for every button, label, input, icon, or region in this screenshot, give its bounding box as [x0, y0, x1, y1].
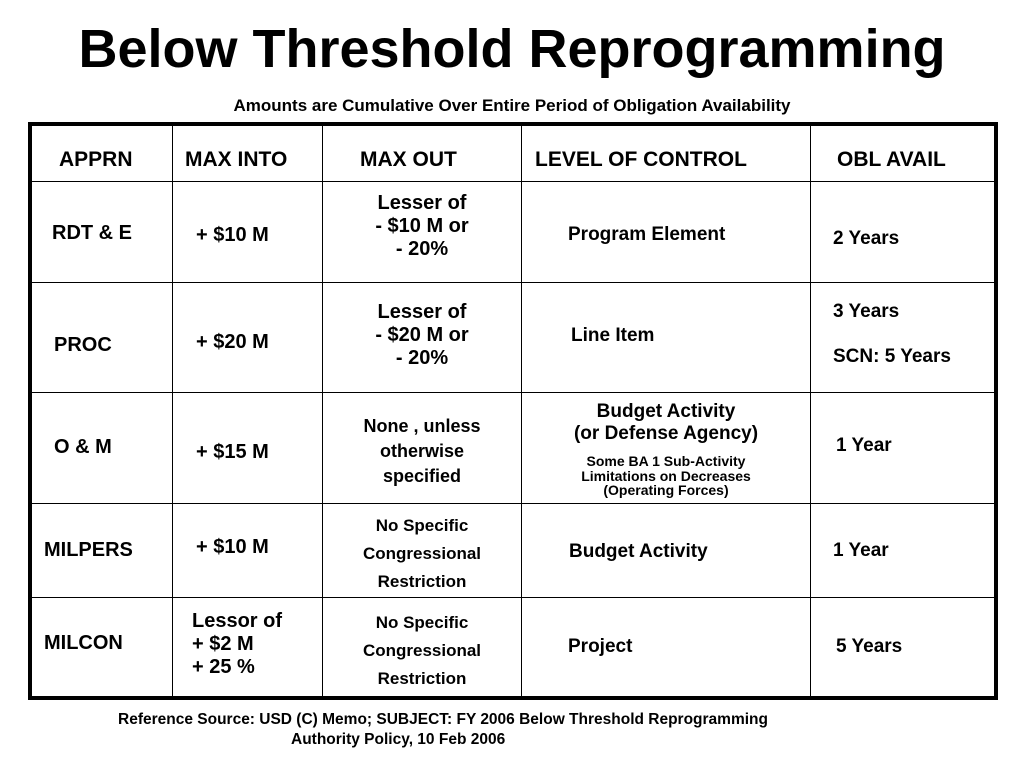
apprn-cell: MILPERS	[44, 539, 133, 561]
obl-cell: 1 Year	[833, 540, 889, 561]
row-divider	[32, 392, 994, 393]
max-out-cell: None , unless otherwise specified	[363, 416, 481, 486]
row-divider	[32, 597, 994, 598]
reference-source	[118, 710, 768, 750]
obl-cell-scn: SCN: 5 Years	[833, 346, 951, 367]
obl-cell: 1 Year	[836, 435, 892, 456]
max-out-cell: Lesser of - $20 M or - 20%	[375, 301, 469, 369]
max-out-cell: Lesser of - $10 M or - 20%	[375, 192, 469, 260]
max-into-cell: + $10 M	[196, 224, 269, 246]
obl-cell: 5 Years	[836, 636, 903, 657]
apprn-cell: O & M	[54, 436, 112, 458]
reference-line-1: Reference Source: USD (C) Memo; SUBJECT: FY 2006 Below Threshold Reprogramming	[118, 711, 768, 728]
level-cell: Program Element	[568, 224, 726, 245]
reprogramming-table	[28, 122, 998, 700]
obl-cell: 3 Years	[833, 301, 900, 322]
max-out-cell: No Specific Congressional Restriction	[362, 516, 482, 592]
max-into-cell: + $10 M	[196, 536, 269, 558]
header-max-into: MAX INTO	[185, 148, 288, 171]
max-into-cell: Lessor of + $2 M + 25 %	[192, 610, 283, 678]
level-note: Some BA 1 Sub-Activity Limitations on Decreases (Operating Forces)	[581, 453, 751, 499]
header-max-out: MAX OUT	[360, 148, 457, 171]
row-divider	[32, 503, 994, 504]
max-out-cell: No Specific Congressional Restriction	[362, 613, 482, 689]
row-divider	[32, 181, 994, 182]
apprn-cell: MILCON	[44, 632, 123, 654]
column-divider	[172, 126, 173, 696]
level-cell: Line Item	[571, 325, 655, 346]
max-into-cell: + $20 M	[196, 331, 269, 353]
level-cell: Budget Activity	[569, 541, 708, 562]
max-into-cell: + $15 M	[196, 441, 269, 463]
level-cell: Project	[568, 636, 633, 657]
apprn-cell: RDT & E	[52, 222, 132, 244]
page-title: Below Threshold Reprogramming	[78, 19, 946, 79]
row-divider	[32, 282, 994, 283]
page-subtitle: Amounts are Cumulative Over Entire Period of Obligation Availability	[233, 96, 791, 115]
apprn-cell: PROC	[54, 334, 112, 356]
reference-line-2: Authority Policy, 10 Feb 2006	[291, 731, 506, 749]
header-apprn: APPRN	[59, 148, 133, 171]
header-obl-avail: OBL AVAIL	[837, 148, 946, 171]
obl-cell: 2 Years	[833, 228, 900, 249]
header-level-of-control: LEVEL OF CONTROL	[535, 148, 747, 171]
level-cell: Budget Activity (or Defense Agency)	[573, 401, 759, 444]
